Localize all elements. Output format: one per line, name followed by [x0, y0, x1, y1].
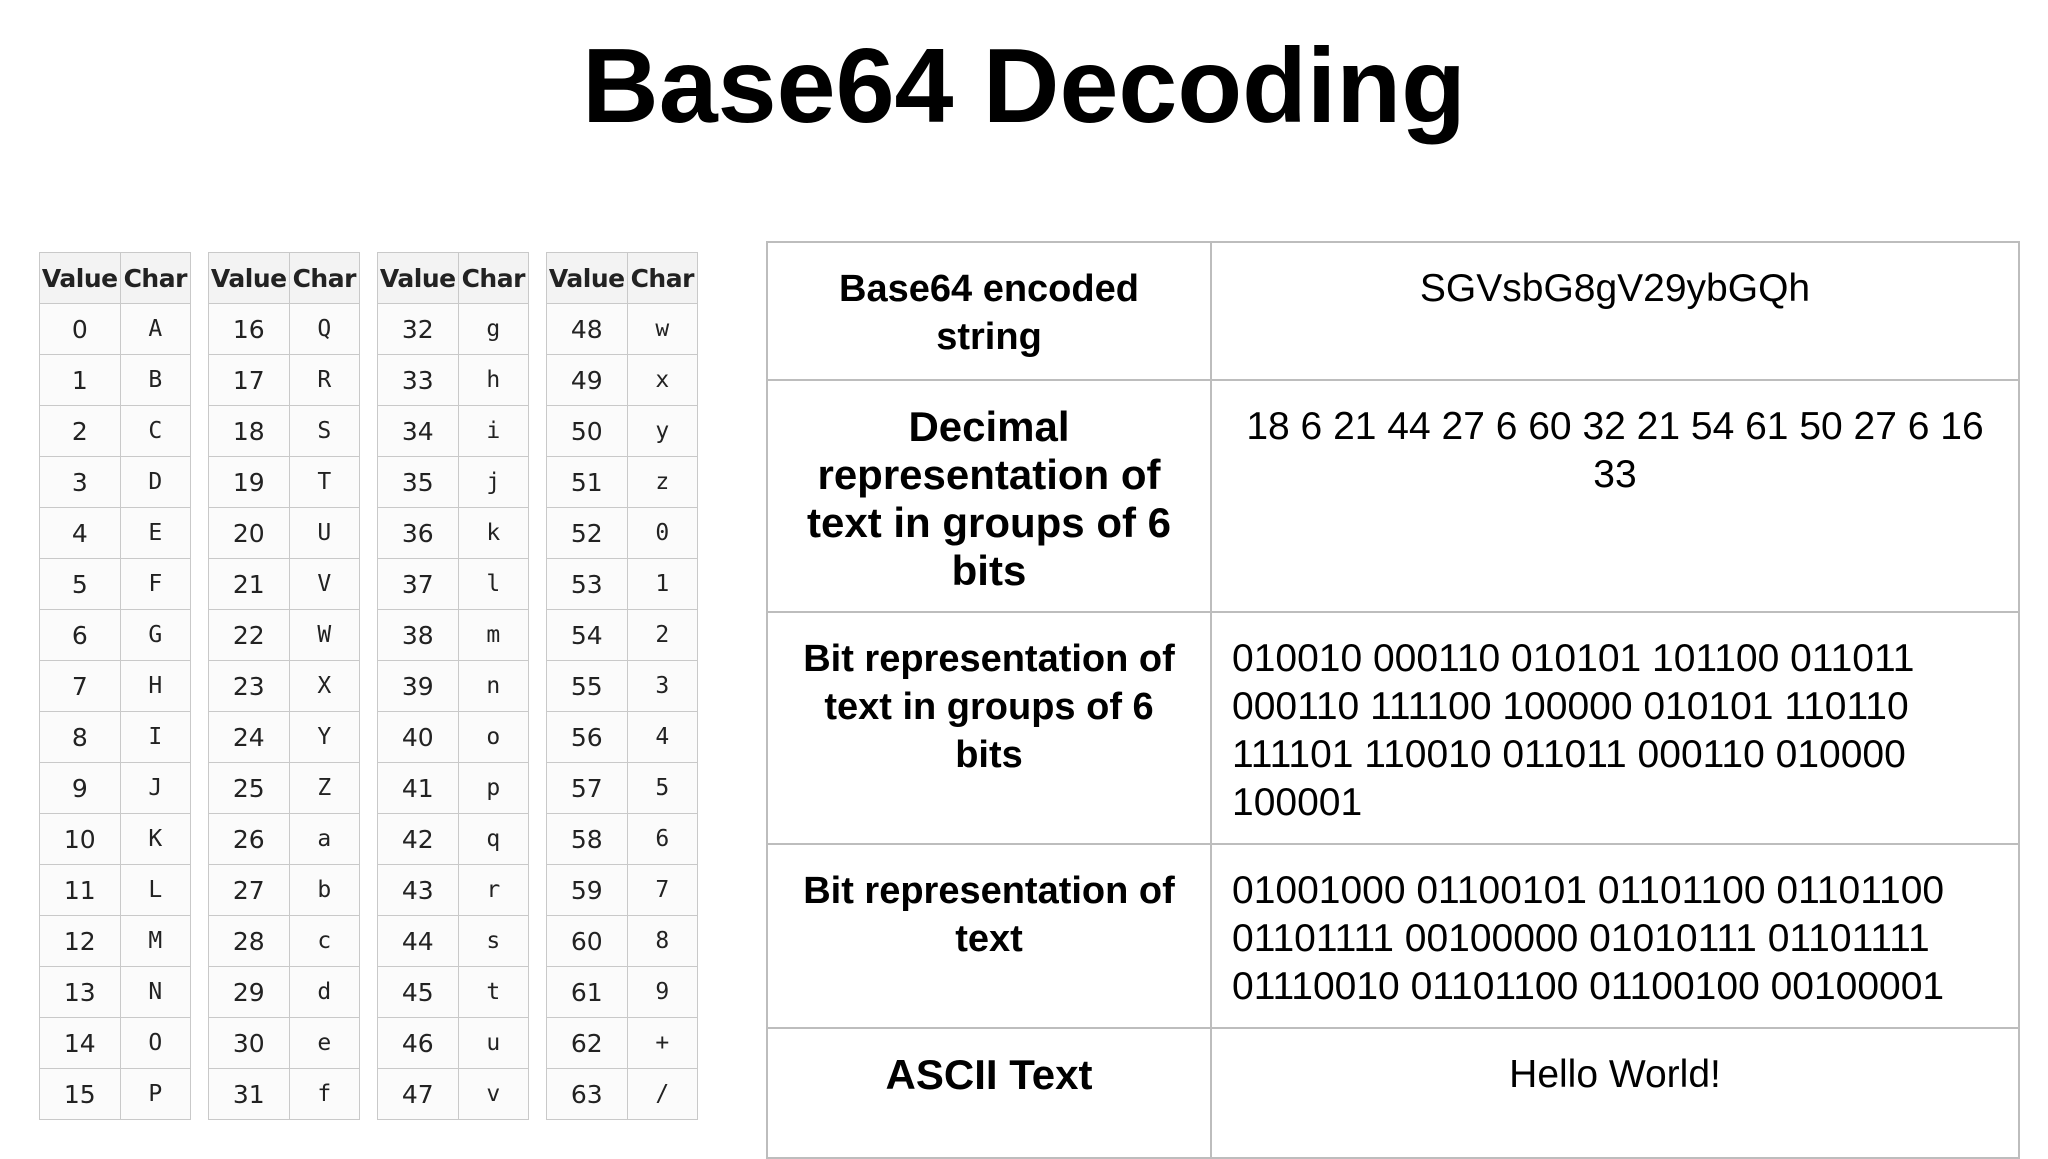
table-row [378, 967, 529, 1018]
char-cell: s [458, 916, 528, 967]
table-row [378, 457, 529, 508]
char-cell: x [627, 355, 697, 406]
lookup-grid [39, 252, 191, 1120]
value-cell: 24 [209, 712, 290, 763]
value-cell: 26 [209, 814, 290, 865]
table-row [547, 304, 698, 355]
table-row [378, 763, 529, 814]
char-cell: L [120, 865, 190, 916]
lookup-grid [377, 252, 529, 1120]
table-row [209, 610, 360, 661]
value-cell: 60 [547, 916, 628, 967]
table-row [40, 457, 191, 508]
row-value: 18 6 21 44 27 6 60 32 21 54 61 50 27 6 16 33 [1211, 380, 2019, 612]
char-cell: z [627, 457, 697, 508]
char-cell: i [458, 406, 528, 457]
decoding-table [766, 241, 2020, 1159]
char-cell: I [120, 712, 190, 763]
char-cell: C [120, 406, 190, 457]
table-row [209, 712, 360, 763]
value-cell: 20 [209, 508, 290, 559]
char-cell: 3 [627, 661, 697, 712]
table-row [209, 457, 360, 508]
table-row [40, 916, 191, 967]
value-cell: 55 [547, 661, 628, 712]
value-cell: 32 [378, 304, 459, 355]
table-row [547, 1069, 698, 1120]
char-cell: U [289, 508, 359, 559]
char-cell: M [120, 916, 190, 967]
value-cell: 1 [40, 355, 121, 406]
row-value: Hello World! [1211, 1028, 2019, 1158]
value-cell: 36 [378, 508, 459, 559]
char-cell: D [120, 457, 190, 508]
value-cell: 45 [378, 967, 459, 1018]
value-cell: 6 [40, 610, 121, 661]
value-cell: 12 [40, 916, 121, 967]
value-cell: 30 [209, 1018, 290, 1069]
lookup-header-row [40, 253, 191, 304]
char-cell: B [120, 355, 190, 406]
value-cell: 57 [547, 763, 628, 814]
char-cell: 6 [627, 814, 697, 865]
table-row [40, 763, 191, 814]
char-cell: 4 [627, 712, 697, 763]
table-row [209, 559, 360, 610]
char-cell: a [289, 814, 359, 865]
value-cell: 44 [378, 916, 459, 967]
table-row [40, 712, 191, 763]
value-cell: 48 [547, 304, 628, 355]
value-cell: 31 [209, 1069, 290, 1120]
table-row [547, 355, 698, 406]
row-label: Bit representation of text in groups of 6 bits [767, 612, 1211, 844]
table-row [378, 865, 529, 916]
row-label: ASCII Text [767, 1028, 1211, 1158]
char-cell: Z [289, 763, 359, 814]
value-cell: 15 [40, 1069, 121, 1120]
table-row [378, 712, 529, 763]
char-cell: f [289, 1069, 359, 1120]
table-row [547, 967, 698, 1018]
value-cell: 40 [378, 712, 459, 763]
table-row [378, 610, 529, 661]
table-row [547, 865, 698, 916]
value-cell: 11 [40, 865, 121, 916]
table-row [40, 814, 191, 865]
value-cell: 8 [40, 712, 121, 763]
value-cell: 3 [40, 457, 121, 508]
lookup-table-0 [39, 252, 191, 1109]
char-cell: X [289, 661, 359, 712]
char-header: Char [627, 253, 697, 304]
table-row [40, 1069, 191, 1120]
value-cell: 23 [209, 661, 290, 712]
value-header: Value [547, 253, 628, 304]
row-value: SGVsbG8gV29ybGQh [1211, 242, 2019, 380]
char-cell: c [289, 916, 359, 967]
char-cell: w [627, 304, 697, 355]
table-row [378, 355, 529, 406]
char-cell: 8 [627, 916, 697, 967]
page-title: Base64 Decoding [582, 27, 1466, 145]
row-value: 010010 000110 010101 101100 011011 000110 111100 100000 010101 110110 111101 110010 011011 000110 010000 100001 [1211, 612, 2019, 844]
table-row [209, 916, 360, 967]
char-cell: k [458, 508, 528, 559]
lookup-table-2 [377, 252, 529, 1109]
table-row [547, 610, 698, 661]
char-cell: S [289, 406, 359, 457]
char-cell: m [458, 610, 528, 661]
char-cell: A [120, 304, 190, 355]
table-row [209, 1018, 360, 1069]
char-cell: u [458, 1018, 528, 1069]
table-row [209, 508, 360, 559]
table-row [547, 1018, 698, 1069]
char-cell: / [627, 1069, 697, 1120]
char-cell: G [120, 610, 190, 661]
value-cell: 50 [547, 406, 628, 457]
value-cell: 39 [378, 661, 459, 712]
char-cell: J [120, 763, 190, 814]
table-row [40, 406, 191, 457]
char-cell: N [120, 967, 190, 1018]
decode-row-6bit [767, 612, 2019, 844]
char-cell: E [120, 508, 190, 559]
decode-row-decimal [767, 380, 2019, 612]
char-cell: Q [289, 304, 359, 355]
char-cell: 2 [627, 610, 697, 661]
table-row [209, 304, 360, 355]
value-cell: 56 [547, 712, 628, 763]
table-row [378, 559, 529, 610]
value-cell: 29 [209, 967, 290, 1018]
table-row [378, 406, 529, 457]
lookup-header-row [378, 253, 529, 304]
char-cell: v [458, 1069, 528, 1120]
decode-row-encoded [767, 242, 2019, 380]
table-row [378, 661, 529, 712]
value-cell: 18 [209, 406, 290, 457]
char-cell: l [458, 559, 528, 610]
table-row [40, 355, 191, 406]
char-cell: R [289, 355, 359, 406]
table-row [209, 967, 360, 1018]
table-row [40, 559, 191, 610]
value-cell: 43 [378, 865, 459, 916]
value-cell: 16 [209, 304, 290, 355]
decode-row-8bit [767, 844, 2019, 1028]
table-row [378, 1018, 529, 1069]
value-cell: 17 [209, 355, 290, 406]
table-row [547, 559, 698, 610]
row-label: Base64 encoded string [767, 242, 1211, 380]
table-row [209, 814, 360, 865]
char-cell: 7 [627, 865, 697, 916]
value-cell: 25 [209, 763, 290, 814]
char-cell: H [120, 661, 190, 712]
lookup-grid [208, 252, 360, 1120]
char-header: Char [289, 253, 359, 304]
table-row [40, 610, 191, 661]
value-cell: 4 [40, 508, 121, 559]
char-cell: y [627, 406, 697, 457]
lookup-header-row [209, 253, 360, 304]
table-row [40, 1018, 191, 1069]
table-row [547, 508, 698, 559]
value-cell: 0 [40, 304, 121, 355]
table-row [209, 355, 360, 406]
row-label: Decimal representation of text in groups of 6 bits [767, 380, 1211, 612]
char-cell: d [289, 967, 359, 1018]
char-cell: 0 [627, 508, 697, 559]
table-row [40, 508, 191, 559]
value-cell: 22 [209, 610, 290, 661]
char-cell: t [458, 967, 528, 1018]
value-cell: 28 [209, 916, 290, 967]
table-row [40, 304, 191, 355]
value-cell: 33 [378, 355, 459, 406]
char-cell: o [458, 712, 528, 763]
char-cell: q [458, 814, 528, 865]
table-row [209, 865, 360, 916]
value-cell: 19 [209, 457, 290, 508]
table-row [209, 1069, 360, 1120]
char-cell: T [289, 457, 359, 508]
decode-row-ascii [767, 1028, 2019, 1158]
table-row [378, 304, 529, 355]
value-cell: 10 [40, 814, 121, 865]
char-cell: p [458, 763, 528, 814]
char-cell: h [458, 355, 528, 406]
char-cell: + [627, 1018, 697, 1069]
value-cell: 27 [209, 865, 290, 916]
char-cell: r [458, 865, 528, 916]
lookup-table-3 [546, 252, 698, 1109]
value-cell: 38 [378, 610, 459, 661]
value-cell: 47 [378, 1069, 459, 1120]
value-cell: 54 [547, 610, 628, 661]
char-cell: b [289, 865, 359, 916]
value-cell: 2 [40, 406, 121, 457]
value-cell: 58 [547, 814, 628, 865]
value-cell: 34 [378, 406, 459, 457]
table-row [378, 1069, 529, 1120]
lookup-header-row [547, 253, 698, 304]
table-row [547, 406, 698, 457]
char-cell: 5 [627, 763, 697, 814]
value-cell: 9 [40, 763, 121, 814]
char-header: Char [120, 253, 190, 304]
table-row [40, 865, 191, 916]
value-cell: 5 [40, 559, 121, 610]
char-cell: n [458, 661, 528, 712]
value-cell: 62 [547, 1018, 628, 1069]
value-cell: 42 [378, 814, 459, 865]
table-row [40, 967, 191, 1018]
char-cell: W [289, 610, 359, 661]
char-cell: 9 [627, 967, 697, 1018]
value-cell: 41 [378, 763, 459, 814]
value-cell: 13 [40, 967, 121, 1018]
char-cell: 1 [627, 559, 697, 610]
table-row [378, 814, 529, 865]
table-row [547, 814, 698, 865]
value-cell: 52 [547, 508, 628, 559]
lookup-table-1 [208, 252, 360, 1109]
table-row [547, 661, 698, 712]
value-cell: 51 [547, 457, 628, 508]
char-cell: e [289, 1018, 359, 1069]
table-row [547, 712, 698, 763]
table-row [209, 406, 360, 457]
char-cell: F [120, 559, 190, 610]
lookup-grid [546, 252, 698, 1120]
table-row [547, 916, 698, 967]
table-row [378, 508, 529, 559]
table-row [547, 457, 698, 508]
value-cell: 35 [378, 457, 459, 508]
row-value: 01001000 01100101 01101100 01101100 01101111 00100000 01010111 01101111 01110010 01101100 01100100 00100001 [1211, 844, 2019, 1028]
value-header: Value [209, 253, 290, 304]
char-cell: P [120, 1069, 190, 1120]
char-cell: j [458, 457, 528, 508]
char-cell: g [458, 304, 528, 355]
row-label: Bit representation of text [767, 844, 1211, 1028]
table-row [547, 763, 698, 814]
value-cell: 49 [547, 355, 628, 406]
value-cell: 14 [40, 1018, 121, 1069]
value-cell: 21 [209, 559, 290, 610]
value-cell: 59 [547, 865, 628, 916]
value-cell: 63 [547, 1069, 628, 1120]
value-cell: 46 [378, 1018, 459, 1069]
char-cell: Y [289, 712, 359, 763]
value-cell: 53 [547, 559, 628, 610]
table-row [209, 763, 360, 814]
value-cell: 7 [40, 661, 121, 712]
char-cell: K [120, 814, 190, 865]
value-header: Value [378, 253, 459, 304]
char-header: Char [458, 253, 528, 304]
table-row [209, 661, 360, 712]
table-row [40, 661, 191, 712]
value-cell: 61 [547, 967, 628, 1018]
char-cell: V [289, 559, 359, 610]
value-cell: 37 [378, 559, 459, 610]
table-row [378, 916, 529, 967]
char-cell: O [120, 1018, 190, 1069]
value-header: Value [40, 253, 121, 304]
